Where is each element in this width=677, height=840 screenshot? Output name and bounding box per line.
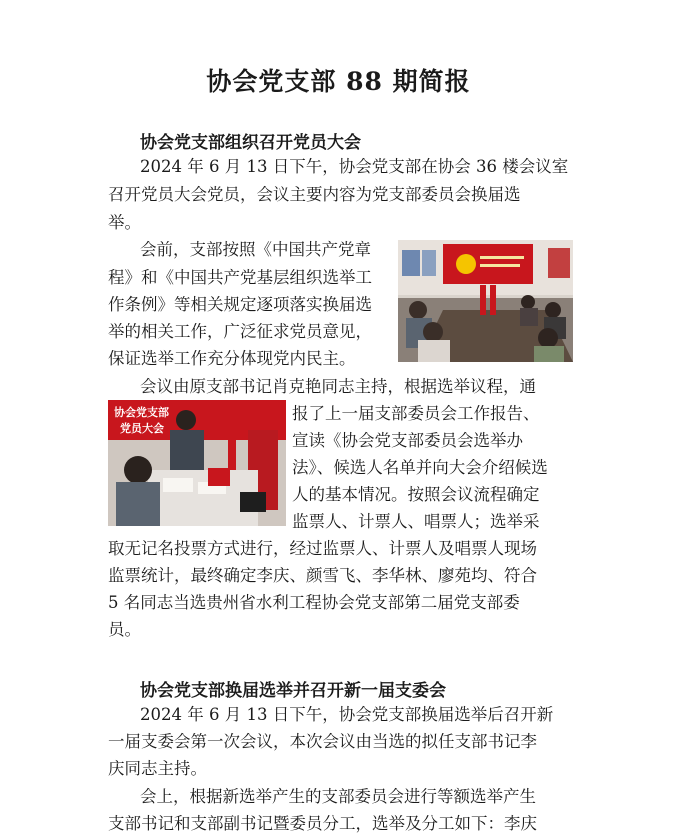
paragraph-line: 一届支委会第一次会议，本次会议由当选的拟任支部书记李: [108, 732, 537, 751]
paragraph-line: 程》和《中国共产党基层组织选举工: [108, 268, 372, 287]
page-title: 协会党支部 88 期简报: [206, 67, 471, 96]
paragraph-line: 取无记名投票方式进行，经过监票人、计票人及唱票人现场: [108, 539, 537, 558]
paragraph-line: 2024 年 6 月 13 日下午，协会党支部在协会 36 楼会议室: [140, 157, 569, 176]
paragraph-line: 支部书记和支部副书记暨委员分工，选举及分工如下：李庆: [108, 814, 537, 833]
svg-text:党员大会: 党员大会: [120, 423, 164, 435]
paragraph-line: 举。: [108, 213, 141, 232]
paragraph-line: 监票统计，最终确定李庆、颜雪飞、李华林、廖苑均、符合: [108, 566, 537, 585]
paragraph-line: 会议由原支部书记肖克艳同志主持，根据选举议程，通: [140, 377, 536, 396]
paragraph-line: 保证选举工作充分体现党内民主。: [108, 349, 356, 368]
paragraph-line: 员。: [108, 620, 141, 639]
paragraph-line: 5 名同志当选贵州省水利工程协会党支部第二届党支部委: [108, 593, 520, 612]
paragraph-line: 作条例》等相关规定逐项落实换届选: [108, 295, 372, 314]
election-photo: [108, 400, 286, 526]
paragraph-line: 监票人、计票人、唱票人；选举采: [292, 512, 540, 531]
svg-text:协会党支部: 协会党支部: [114, 407, 169, 419]
paragraph-line: 庆同志主持。: [108, 759, 207, 778]
paragraph-line: 2024 年 6 月 13 日下午，协会党支部换届选举后召开新: [140, 705, 554, 724]
section1-heading: 协会党支部组织召开党员大会: [140, 133, 361, 153]
paragraph-line: 会前，支部按照《中国共产党章: [140, 240, 371, 259]
paragraph-line: 人的基本情况。按照会议流程确定: [292, 485, 540, 504]
paragraph-line: 报了上一届支部委员会工作报告、: [292, 404, 540, 423]
paragraph-line: 法》、候选人名单并向大会介绍候选: [292, 458, 548, 477]
paragraph-line: 宣读《协会党支部委员会选举办: [292, 431, 523, 450]
paragraph-line: 会上，根据新选举产生的支部委员会进行等额选举产生: [140, 787, 536, 806]
paragraph-line: 召开党员大会党员，会议主要内容为党支部委员会换届选: [108, 185, 521, 204]
paragraph-line: 举的相关工作，广泛征求党员意见，: [108, 322, 372, 341]
section2-heading: 协会党支部换届选举并召开新一届支委会: [140, 681, 446, 701]
meeting-room-photo: [398, 240, 573, 362]
